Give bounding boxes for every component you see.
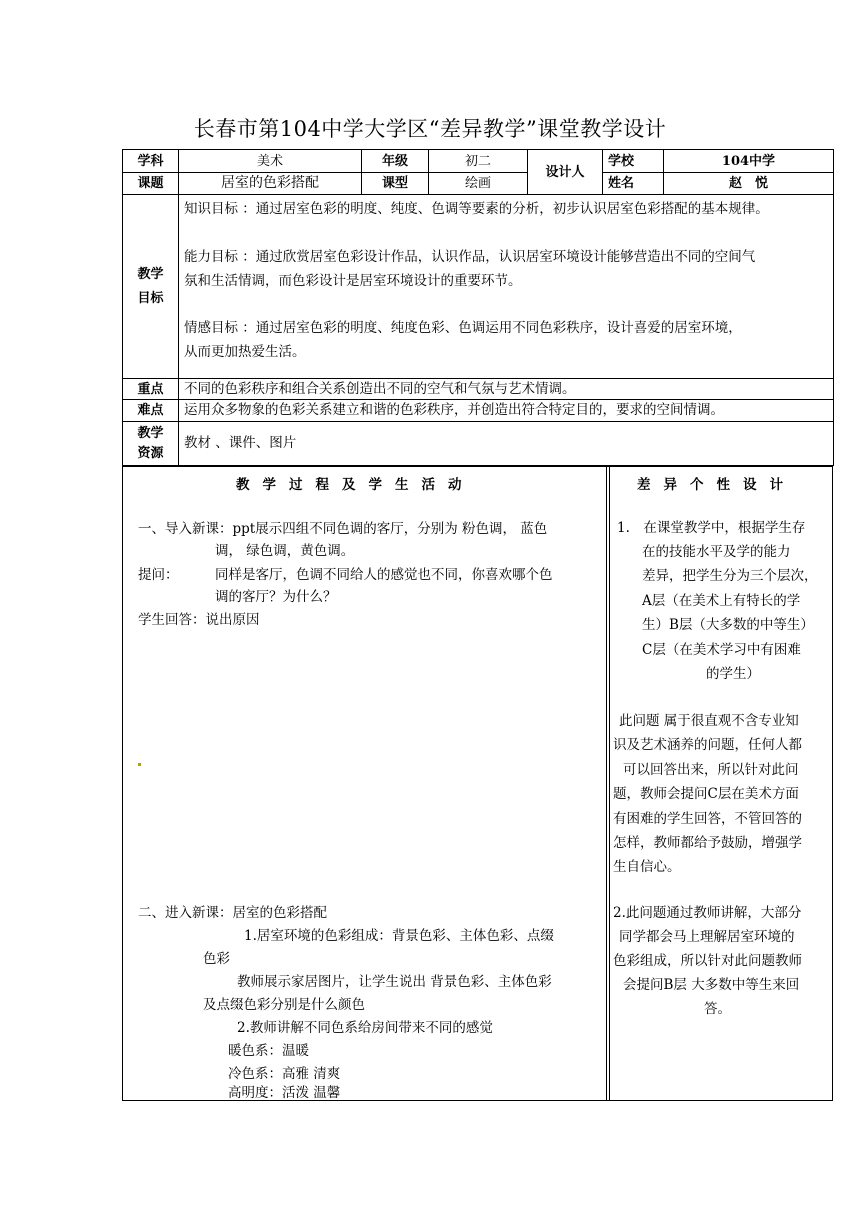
right-line: 可以回答出来，所以针对此问 <box>623 762 799 778</box>
school-value: 104中学 <box>664 150 834 173</box>
left-line: 冷色系：高雅 清爽 <box>228 1066 341 1082</box>
right-line: 色彩组成，所以针对此问题教师 <box>613 953 802 969</box>
right-line: A层（在美术上有特长的学 <box>642 593 801 609</box>
key-point-label: 重点 <box>123 379 179 400</box>
right-line: 怎样，教师都给予鼓励，增强学 <box>613 835 802 851</box>
right-line: 生）B层（大多数的中等生） <box>642 617 814 633</box>
grade-label: 年级 <box>362 150 429 173</box>
right-line: C层（在美术学习中有困难 <box>642 642 801 658</box>
key-point-text: 不同的色彩秩序和组合关系创造出不同的空气和气氛与艺术情调。 <box>179 379 834 400</box>
right-line: 题，教师会提问C层在美术方面 <box>613 786 799 802</box>
subject-label: 学科 <box>123 150 179 173</box>
resources-text: 教材 、课件、图片 <box>179 422 834 466</box>
difficulty-label: 难点 <box>123 400 179 422</box>
left-line: 二、进入新课：居室的色彩搭配 <box>138 905 327 921</box>
left-line: 及点缀色彩分别是什么颜色 <box>203 997 365 1013</box>
left-line: 学生回答：说出原因 <box>138 612 260 628</box>
knowledge-goal: 知识目标 ：通过居室色彩的明度、纯度、色调等要素的分析，初步认识居室色彩搭配的基本规律。 <box>184 201 769 217</box>
topic-value: 居室的色彩搭配 <box>179 173 362 195</box>
left-line: 2.教师讲解不同色系给房间带来不同的感觉 <box>237 1020 493 1036</box>
topic-label: 课题 <box>123 173 179 195</box>
process-right-header: 差异个性设计 <box>637 477 796 493</box>
process-left-header: 教学过程及学生活动 <box>236 477 475 493</box>
resources-label: 教学 资源 <box>123 422 179 466</box>
right-line: 识及艺术涵养的问题，任何人都 <box>613 737 802 753</box>
right-line: 会提问B层 大多数中等生来回 <box>623 977 800 993</box>
right-line: 1. 在课堂教学中，根据学生存 <box>617 520 806 536</box>
right-line: 此问题 属于很直观不含专业知 <box>619 713 799 729</box>
emotion-goal-line-1: 情感目标 ：通过居室色彩的明度、纯度色彩、色调运用不同色彩秩序，设计喜爱的居室环境， <box>184 320 742 336</box>
right-line: 有困难的学生回答，不管回答的 <box>613 811 802 827</box>
left-line: 高明度：活泼 温馨 <box>228 1085 341 1101</box>
grade-value: 初二 <box>429 150 528 173</box>
name-label: 姓名 <box>603 173 664 195</box>
left-line: 色彩 <box>203 951 230 967</box>
difficulty-text: 运用众多物象的色彩关系建立和谐的色彩秩序，并创造出符合特定目的，要求的空间情调。 <box>179 400 834 422</box>
type-value: 绘画 <box>429 173 528 195</box>
right-line: 差异，把学生分为三个层次， <box>642 568 818 584</box>
right-line: 生自信心。 <box>613 859 681 875</box>
right-line: 2.此问题通过教师讲解，大部分 <box>613 905 802 921</box>
goals-label: 教学 目标 <box>123 195 179 379</box>
column-divider <box>606 467 607 1100</box>
page-title: 长春市第104中学大学区“差异教学”课堂教学设计 <box>193 117 667 141</box>
right-line: 同学都会马上理解居室环境的 <box>619 929 795 945</box>
left-line: 调， 绿色调，黄色调。 <box>215 543 355 559</box>
left-line: 一、导入新课：ppt展示四组不同色调的客厅，分别为 粉色调， 蓝色 <box>138 521 548 537</box>
teaching-process-section <box>122 466 833 1101</box>
right-line: 答。 <box>704 1001 731 1017</box>
name-value: 赵 悦 <box>664 173 834 195</box>
ability-goal-line-1: 能力目标 ：通过欣赏居室色彩设计作品，认识作品，认识居室环境设计能够营造出不同的空间气 <box>184 249 756 265</box>
right-line: 在的技能水平及学的能力 <box>642 544 791 560</box>
column-divider-inner <box>609 467 610 1100</box>
left-line: 调的客厅？为什么？ <box>215 589 337 605</box>
left-line: 1.居室环境的色彩组成：背景色彩、主体色彩、点缀 <box>244 928 554 944</box>
left-line: 暖色系：温暖 <box>228 1043 309 1059</box>
marker-dot <box>138 763 141 766</box>
ability-goal-line-2: 氛和生活情调，而色彩设计是居室环境设计的重要环节。 <box>184 273 522 289</box>
school-label: 学校 <box>603 150 664 173</box>
goals-content <box>179 195 834 379</box>
left-line: 教师展示家居图片，让学生说出 背景色彩、主体色彩 <box>237 974 552 990</box>
lesson-info-table <box>122 149 834 466</box>
left-line: 同样是客厅，色调不同给人的感觉也不同，你喜欢哪个色 <box>215 567 553 583</box>
designer-label: 设计人 <box>528 150 603 195</box>
type-label: 课型 <box>362 173 429 195</box>
left-line: 提问： <box>138 567 179 583</box>
emotion-goal-line-2: 从而更加热爱生活。 <box>184 344 306 360</box>
subject-value: 美术 <box>179 150 362 173</box>
right-line: 的学生） <box>706 666 760 682</box>
